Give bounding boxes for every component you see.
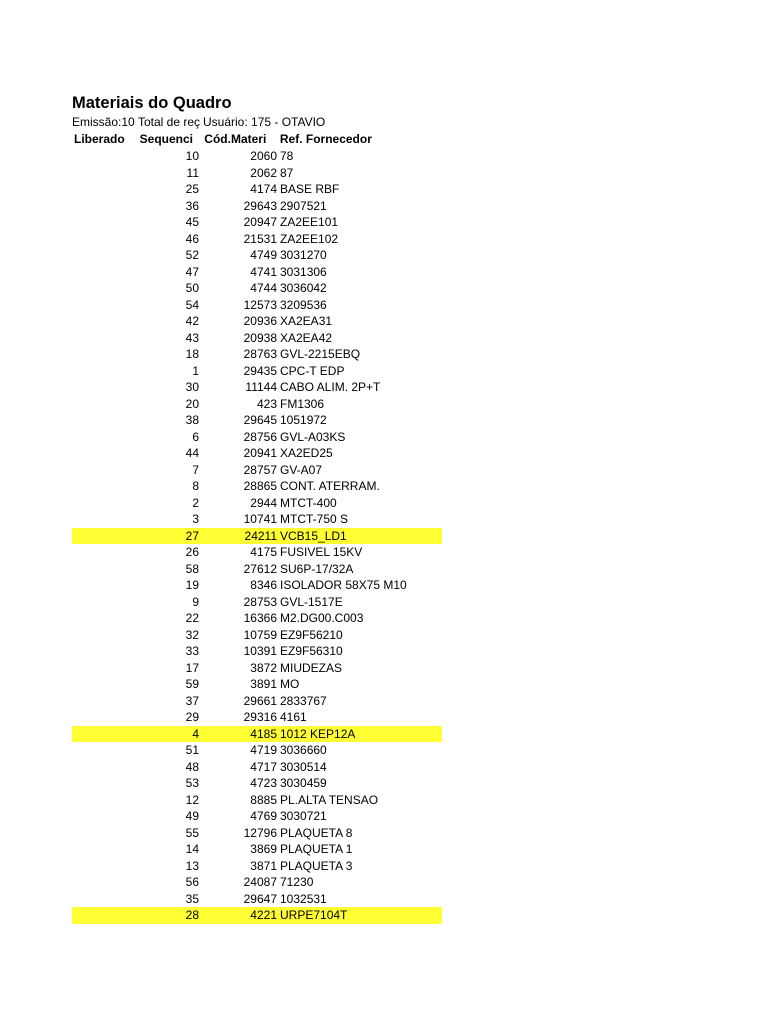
- table-row: [72, 660, 442, 677]
- cell-cod-material: 4741: [250, 264, 277, 279]
- cell-sequencia: 56: [185, 875, 199, 889]
- cell-ref-fornecedor: BASE RBF: [280, 182, 340, 196]
- cell-ref-fornecedor: PLAQUETA 3: [280, 858, 353, 873]
- cell-ref-fornecedor: 3031306: [280, 264, 327, 279]
- cell-ref-fornecedor: CPC-T EDP: [280, 363, 345, 378]
- cell-cod-material: 27612: [243, 561, 277, 576]
- cell-sequencia: 20: [185, 396, 199, 411]
- cell-cod-material: 29645: [243, 413, 277, 427]
- table-row: [72, 165, 442, 182]
- cell-sequencia: 3: [192, 512, 199, 526]
- cell-ref-fornecedor: PLAQUETA 1: [280, 842, 353, 856]
- cell-cod-material: 24211: [244, 528, 277, 543]
- table-row: [72, 198, 442, 215]
- table-row: [72, 874, 442, 891]
- cell-sequencia: 17: [185, 660, 199, 675]
- table-row: [72, 792, 442, 809]
- cell-sequencia: 8: [192, 479, 199, 493]
- cell-cod-material: 4744: [250, 281, 277, 295]
- cell-sequencia: 27: [185, 528, 199, 543]
- cell-ref-fornecedor: VCB15_LD1: [280, 528, 347, 543]
- cell-sequencia: 11: [186, 165, 199, 180]
- table-row: [72, 148, 442, 165]
- cell-sequencia: 44: [185, 446, 199, 460]
- cell-sequencia: 22: [185, 611, 199, 625]
- cell-ref-fornecedor: XA2ED25: [280, 446, 333, 460]
- table-row: [72, 841, 442, 858]
- cell-cod-material: 12573: [243, 297, 277, 312]
- cell-ref-fornecedor: 3209536: [280, 297, 327, 312]
- cell-sequencia: 36: [185, 198, 199, 213]
- cell-sequencia: 48: [185, 759, 199, 774]
- table-row: [72, 528, 442, 545]
- cell-cod-material: 4174: [250, 182, 277, 196]
- table-row: [72, 627, 442, 644]
- table-row: [72, 561, 442, 578]
- cell-ref-fornecedor: GVL-2215EBQ: [280, 347, 361, 361]
- cell-ref-fornecedor: 3030459: [280, 776, 327, 790]
- cell-sequencia: 53: [185, 776, 199, 790]
- cell-cod-material: 2944: [250, 495, 277, 510]
- cell-ref-fornecedor: XA2EA31: [280, 314, 333, 328]
- cell-ref-fornecedor: 71230: [280, 875, 314, 889]
- cell-ref-fornecedor: 1051972: [280, 413, 327, 427]
- cell-cod-material: 24087: [243, 875, 277, 889]
- table-row: [72, 396, 442, 413]
- cell-cod-material: 28753: [243, 594, 277, 609]
- cell-ref-fornecedor: 3036042: [280, 281, 327, 295]
- table-row: [72, 775, 442, 792]
- cell-sequencia: 13: [185, 858, 199, 873]
- cell-sequencia: 25: [185, 182, 199, 196]
- cell-cod-material: 4175: [250, 545, 277, 559]
- usuario-label: Usuário: 175 - OTAVIO: [203, 115, 326, 129]
- cell-sequencia: 58: [185, 561, 199, 576]
- cell-ref-fornecedor: XA2EA42: [280, 330, 333, 345]
- cell-sequencia: 12: [185, 792, 199, 807]
- cell-cod-material: 29647: [243, 891, 277, 906]
- cell-sequencia: 33: [185, 644, 199, 658]
- cell-sequencia: 1: [192, 363, 199, 378]
- cell-sequencia: 59: [185, 677, 199, 691]
- header-cod-material: Cód.Materi: [204, 132, 267, 146]
- page-title: Materiais do Quadro: [72, 94, 232, 112]
- cell-sequencia: 4: [192, 726, 199, 741]
- cell-ref-fornecedor: CONT. ATERRAM.: [280, 479, 380, 493]
- cell-cod-material: 3891: [250, 677, 277, 691]
- table-row: [72, 726, 442, 743]
- cell-ref-fornecedor: 3031270: [280, 248, 327, 262]
- cell-sequencia: 29: [185, 710, 199, 724]
- header-sequencia: Sequenci: [139, 132, 193, 146]
- table-row: [72, 759, 442, 776]
- materials-sheet: [72, 92, 442, 924]
- table-row: [72, 858, 442, 875]
- cell-cod-material: 28757: [243, 462, 277, 477]
- cell-cod-material: 423: [256, 396, 277, 411]
- cell-ref-fornecedor: FUSIVEL 15KV: [280, 545, 363, 559]
- cell-sequencia: 2: [192, 495, 199, 510]
- cell-ref-fornecedor: PLAQUETA 8: [280, 825, 353, 840]
- table-row: [72, 214, 442, 231]
- table-row: [72, 363, 442, 380]
- table-row: [72, 891, 442, 908]
- cell-sequencia: 14: [185, 842, 199, 856]
- cell-sequencia: 43: [185, 330, 199, 345]
- cell-cod-material: 11144: [245, 380, 277, 394]
- cell-cod-material: 4723: [250, 776, 277, 790]
- cell-cod-material: 3869: [250, 842, 277, 856]
- cell-ref-fornecedor: SU6P-17/32A: [280, 561, 354, 576]
- table-row: [72, 379, 442, 396]
- table-row: [72, 511, 442, 528]
- table-row: [72, 495, 442, 512]
- cell-sequencia: 6: [192, 429, 199, 444]
- cell-ref-fornecedor: URPE7104T: [280, 908, 348, 922]
- cell-sequencia: 18: [185, 347, 199, 361]
- meta-row: [72, 114, 442, 131]
- cell-sequencia: 47: [185, 264, 199, 279]
- cell-sequencia: 9: [192, 594, 199, 609]
- cell-cod-material: 29435: [243, 363, 277, 378]
- table-row: [72, 610, 442, 627]
- table-row: [72, 330, 442, 347]
- cell-cod-material: 21531: [243, 231, 277, 246]
- cell-ref-fornecedor: ZA2EE101: [280, 215, 339, 229]
- table-row: [72, 676, 442, 693]
- table-row: [72, 693, 442, 710]
- cell-cod-material: 29661: [243, 693, 277, 708]
- cell-ref-fornecedor: ISOLADOR 58X75 M10: [280, 578, 407, 592]
- cell-ref-fornecedor: 3030514: [280, 759, 327, 774]
- cell-cod-material: 4719: [250, 743, 277, 757]
- table-row: [72, 247, 442, 264]
- cell-ref-fornecedor: 2907521: [280, 198, 327, 213]
- cell-ref-fornecedor: ZA2EE102: [280, 231, 339, 246]
- cell-cod-material: 20936: [243, 314, 277, 328]
- cell-sequencia: 7: [192, 462, 199, 477]
- cell-ref-fornecedor: FM1306: [280, 396, 325, 411]
- table-row: [72, 313, 442, 330]
- header-liberado: Liberado: [74, 132, 125, 146]
- table-row: [72, 825, 442, 842]
- cell-cod-material: 10391: [243, 644, 277, 658]
- cell-ref-fornecedor: GV-A07: [280, 462, 323, 477]
- cell-cod-material: 4221: [250, 908, 277, 922]
- cell-cod-material: 28756: [243, 429, 277, 444]
- cell-ref-fornecedor: GVL-A03KS: [280, 429, 346, 444]
- cell-cod-material: 16366: [243, 611, 277, 625]
- cell-sequencia: 30: [185, 380, 199, 394]
- cell-ref-fornecedor: 3030721: [280, 809, 327, 823]
- table-row: [72, 445, 442, 462]
- materials-table: [72, 148, 442, 924]
- cell-sequencia: 38: [185, 413, 199, 427]
- table-row: [72, 280, 442, 297]
- cell-ref-fornecedor: 87: [280, 165, 294, 180]
- cell-ref-fornecedor: M2.DG00.C003: [280, 611, 364, 625]
- cell-sequencia: 54: [185, 297, 199, 312]
- cell-cod-material: 4185: [250, 726, 277, 741]
- cell-ref-fornecedor: MO: [280, 677, 300, 691]
- cell-sequencia: 52: [185, 248, 199, 262]
- cell-cod-material: 28763: [243, 347, 277, 361]
- cell-cod-material: 4749: [250, 248, 277, 262]
- cell-sequencia: 10: [185, 149, 199, 163]
- table-row: [72, 462, 442, 479]
- cell-ref-fornecedor: MTCT-400: [280, 495, 337, 510]
- table-row: [72, 643, 442, 660]
- cell-cod-material: 29643: [243, 198, 277, 213]
- table-row: [72, 297, 442, 314]
- cell-ref-fornecedor: 1032531: [280, 891, 327, 906]
- cell-sequencia: 42: [185, 314, 199, 328]
- cell-sequencia: 32: [185, 627, 199, 642]
- cell-ref-fornecedor: 2833767: [280, 693, 327, 708]
- cell-ref-fornecedor: 78: [280, 149, 294, 163]
- cell-sequencia: 46: [185, 231, 199, 246]
- table-row: [72, 429, 442, 446]
- cell-cod-material: 8346: [250, 578, 277, 592]
- cell-cod-material: 3872: [250, 660, 277, 675]
- table-row: [72, 412, 442, 429]
- cell-cod-material: 12796: [243, 825, 277, 840]
- cell-cod-material: 29316: [243, 710, 277, 724]
- cell-ref-fornecedor: 3036660: [280, 743, 327, 757]
- cell-sequencia: 19: [185, 578, 199, 592]
- cell-cod-material: 3871: [250, 858, 277, 873]
- table-row: [72, 907, 442, 924]
- cell-ref-fornecedor: 1012 KEP12A: [280, 726, 356, 741]
- cell-cod-material: 10741: [243, 512, 277, 526]
- cell-ref-fornecedor: EZ9F56210: [280, 627, 343, 642]
- table-row: [72, 577, 442, 594]
- cell-ref-fornecedor: 4161: [280, 710, 307, 724]
- table-row: [72, 346, 442, 363]
- cell-ref-fornecedor: CABO ALIM. 2P+T: [280, 380, 381, 394]
- table-row: [72, 478, 442, 495]
- table-row: [72, 231, 442, 248]
- table-row: [72, 544, 442, 561]
- header-ref-fornecedor: Ref. Fornecedor: [279, 132, 372, 146]
- cell-sequencia: 55: [185, 825, 199, 840]
- cell-ref-fornecedor: MTCT-750 S: [280, 512, 349, 526]
- emissao-label: Emissão:10: [72, 115, 135, 129]
- cell-sequencia: 49: [185, 809, 199, 823]
- table-row: [72, 181, 442, 198]
- cell-cod-material: 20938: [243, 330, 277, 345]
- cell-cod-material: 10759: [243, 627, 277, 642]
- cell-cod-material: 8885: [250, 792, 277, 807]
- table-row: [72, 264, 442, 281]
- column-headers: [72, 131, 442, 148]
- table-row: [72, 742, 442, 759]
- cell-cod-material: 20947: [243, 215, 277, 229]
- cell-ref-fornecedor: EZ9F56310: [280, 644, 343, 658]
- cell-cod-material: 20941: [243, 446, 277, 460]
- cell-ref-fornecedor: GVL-1517E: [280, 594, 343, 609]
- cell-sequencia: 37: [185, 693, 199, 708]
- cell-ref-fornecedor: PL.ALTA TENSAO: [280, 792, 379, 807]
- cell-sequencia: 35: [185, 891, 199, 906]
- cell-sequencia: 50: [185, 281, 199, 295]
- cell-cod-material: 4717: [250, 759, 277, 774]
- table-row: [72, 594, 442, 611]
- cell-sequencia: 51: [185, 743, 199, 757]
- table-row: [72, 808, 442, 825]
- cell-cod-material: 2062: [250, 165, 277, 180]
- cell-cod-material: 28865: [243, 479, 277, 493]
- cell-sequencia: 45: [185, 215, 199, 229]
- cell-sequencia: 26: [185, 545, 199, 559]
- cell-cod-material: 2060: [250, 149, 277, 163]
- cell-ref-fornecedor: MIUDEZAS: [280, 660, 343, 675]
- cell-sequencia: 28: [185, 908, 199, 922]
- cell-cod-material: 4769: [250, 809, 277, 823]
- total-label: Total de reç: [138, 115, 201, 129]
- table-row: [72, 709, 442, 726]
